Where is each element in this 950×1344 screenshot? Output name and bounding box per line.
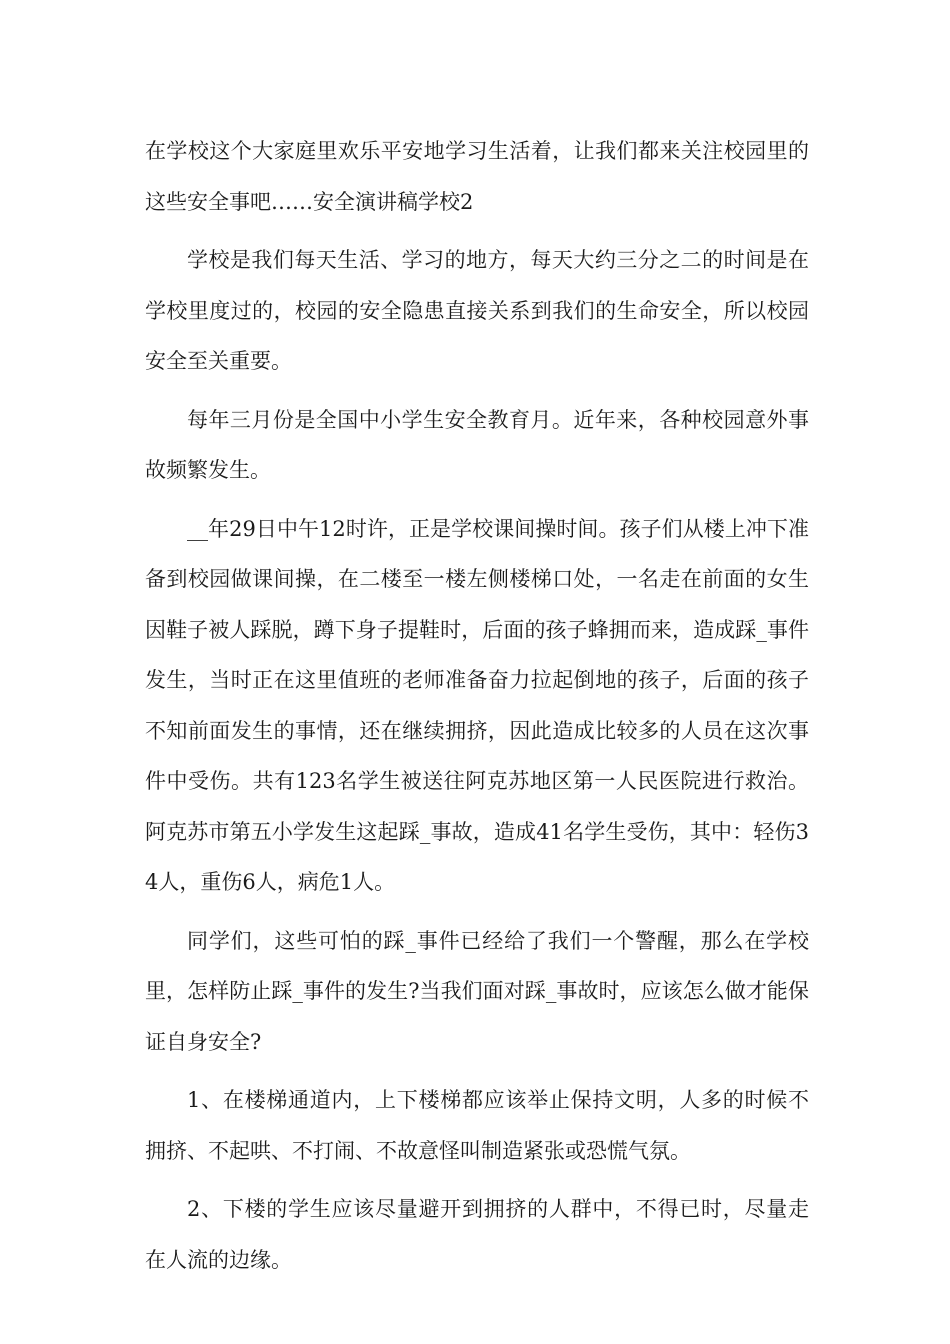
- paragraph: 同学们，这些可怕的踩_事件已经给了我们一个警醒，那么在学校里，怎样防止踩_事件的发生?当我们面对踩_事故时，应该怎么做才能保证自身安全?: [145, 928, 809, 1054]
- document-body: [145, 126, 809, 1293]
- paragraph: 每年三月份是全国中小学生安全教育月。近年来，各种校园意外事故频繁发生。: [145, 407, 809, 482]
- paragraph-continuation: 在学校这个大家庭里欢乐平安地学习生活着，让我们都来关注校园里的这些安全事吧……安全演讲稿学校2: [145, 139, 809, 214]
- paragraph: __年29日中午12时许，正是学校课间操时间。孩子们从楼上冲下准备到校园做课间操，在二楼至一楼左侧楼梯口处，一名走在前面的女生因鞋子被人踩脱，蹲下身子提鞋时，后面的孩子蜂拥而来，造成踩_事件发生，当时正在这里值班的老师准备奋力拉起倒地的孩子，后面的孩子不知前面发生的事情，还在继续拥挤，因此造成比较多的人员在这次事件中受伤。共有123名学生被送往阿克苏地区第一人民医院进行救治。阿克苏市第五小学发生这起踩_事故，造成41名学生受伤，其中：轻伤34人，重伤6人，病危1人。: [145, 516, 809, 894]
- paragraph: 1、在楼梯通道内，上下楼梯都应该举止保持文明，人多的时候不拥挤、不起哄、不打闹、不故意怪叫制造紧张或恐慌气氛。: [145, 1088, 809, 1163]
- paragraph: 2、下楼的学生应该尽量避开到拥挤的人群中，不得已时，尽量走在人流的边缘。: [145, 1197, 809, 1272]
- paragraph: 学校是我们每天生活、学习的地方，每天大约三分之二的时间是在学校里度过的，校园的安全隐患直接关系到我们的生命安全，所以校园安全至关重要。: [145, 248, 809, 373]
